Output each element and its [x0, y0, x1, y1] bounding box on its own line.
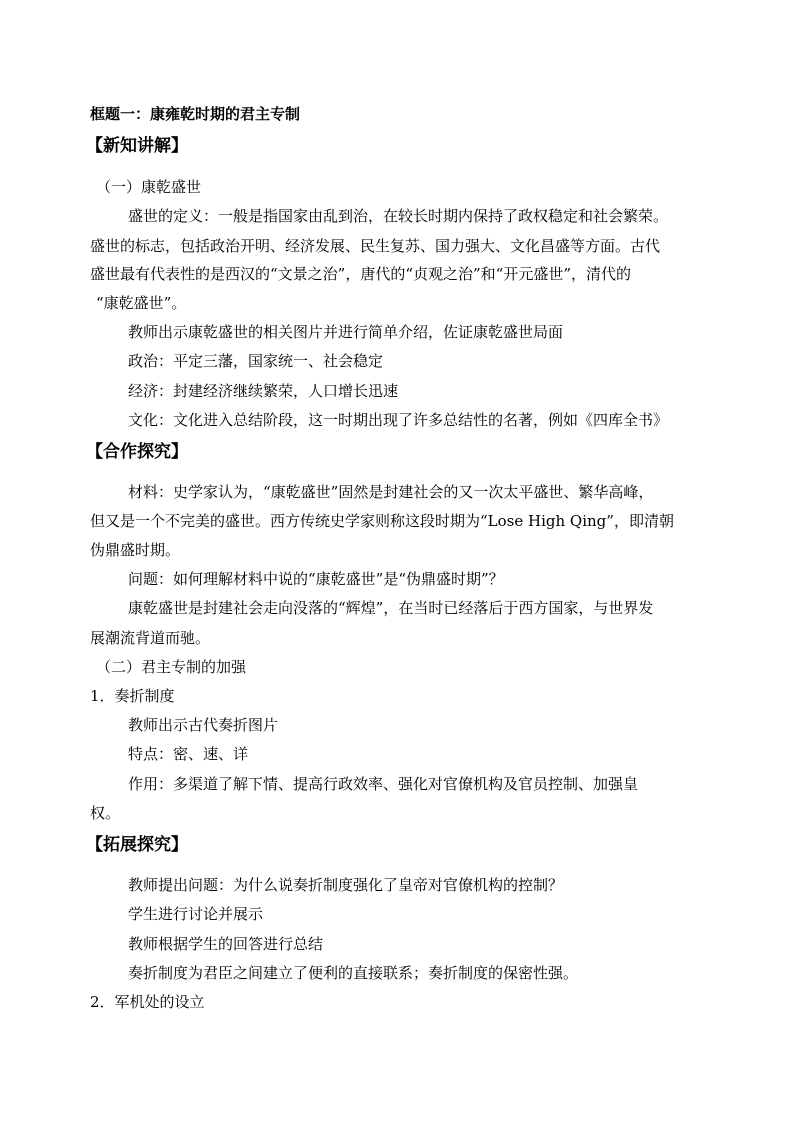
page-title: 框题一：康雍乾时期的君主专制: [90, 105, 301, 123]
paragraph-line: 教师出示康乾盛世的相关图片并进行简单介绍，佐证康乾盛世局面: [128, 323, 564, 341]
paragraph-line: 政治：平定三藩，国家统一、社会稳定: [128, 352, 384, 370]
section-heading-new-knowledge: 【新知讲解】: [86, 136, 188, 156]
paragraph-line: 教师出示古代奏折图片: [128, 716, 279, 734]
paragraph-line: 权。: [90, 804, 121, 822]
paragraph-line: 伪鼎盛时期。: [90, 541, 181, 559]
paragraph-line: 学生进行讨论并展示: [128, 905, 264, 923]
paragraph-line: “康乾盛世”。: [96, 294, 187, 312]
numbered-heading: 2．军机处的设立: [90, 993, 205, 1011]
paragraph-line: 盛世的标志，包括政治开明、经济发展、民生复苏、国力强大、文化昌盛等方面。古代: [90, 237, 661, 255]
paragraph-line: 特点：密、速、详: [128, 745, 249, 763]
subheading-autocracy: （二）君主专制的加强: [96, 658, 247, 676]
section-heading-extension: 【拓展探究】: [86, 835, 188, 855]
paragraph-line: 但又是一个不完美的盛世。西方传统史学家则称这段时期为“Lose High Qing”，即清朝: [90, 512, 674, 530]
paragraph-line: 问题：如何理解材料中说的“康乾盛世”是“伪鼎盛时期”？: [128, 570, 504, 588]
numbered-heading: 1．奏折制度: [90, 687, 175, 705]
paragraph-line: 作用：多渠道了解下情、提高行政效率、强化对官僚机构及官员控制、加强皇: [128, 775, 639, 793]
subheading-kangqian: （一）康乾盛世: [96, 178, 202, 196]
paragraph-line: 盛世最有代表性的是西汉的“文景之治”，唐代的“贞观之治”和“开元盛世”，清代的: [90, 265, 632, 283]
paragraph-line: 奏折制度为君臣之间建立了便利的直接联系；奏折制度的保密性强。: [128, 964, 579, 982]
paragraph-line: 教师根据学生的回答进行总结: [128, 935, 324, 953]
paragraph-line: 经济：封建经济继续繁荣，人口增长迅速: [128, 382, 399, 400]
section-heading-cooperation: 【合作探究】: [86, 442, 188, 462]
paragraph-line: 展潮流背道而驰。: [90, 629, 211, 647]
paragraph-line: 康乾盛世是封建社会走向没落的“辉煌”，在当时已经落后于西方国家，与世界发: [128, 599, 654, 617]
paragraph-line: 教师提出问题：为什么说奏折制度强化了皇帝对官僚机构的控制？: [128, 876, 564, 894]
paragraph-line: 文化：文化进入总结阶段，这一时期出现了许多总结性的名著，例如《四库全书》: [128, 411, 669, 429]
paragraph-line: 材料：史学家认为，“康乾盛世”固然是封建社会的又一次太平盛世、繁华高峰，: [128, 483, 654, 501]
paragraph-line: 盛世的定义：一般是指国家由乱到治，在较长时期内保持了政权稳定和社会繁荣。: [128, 207, 669, 225]
